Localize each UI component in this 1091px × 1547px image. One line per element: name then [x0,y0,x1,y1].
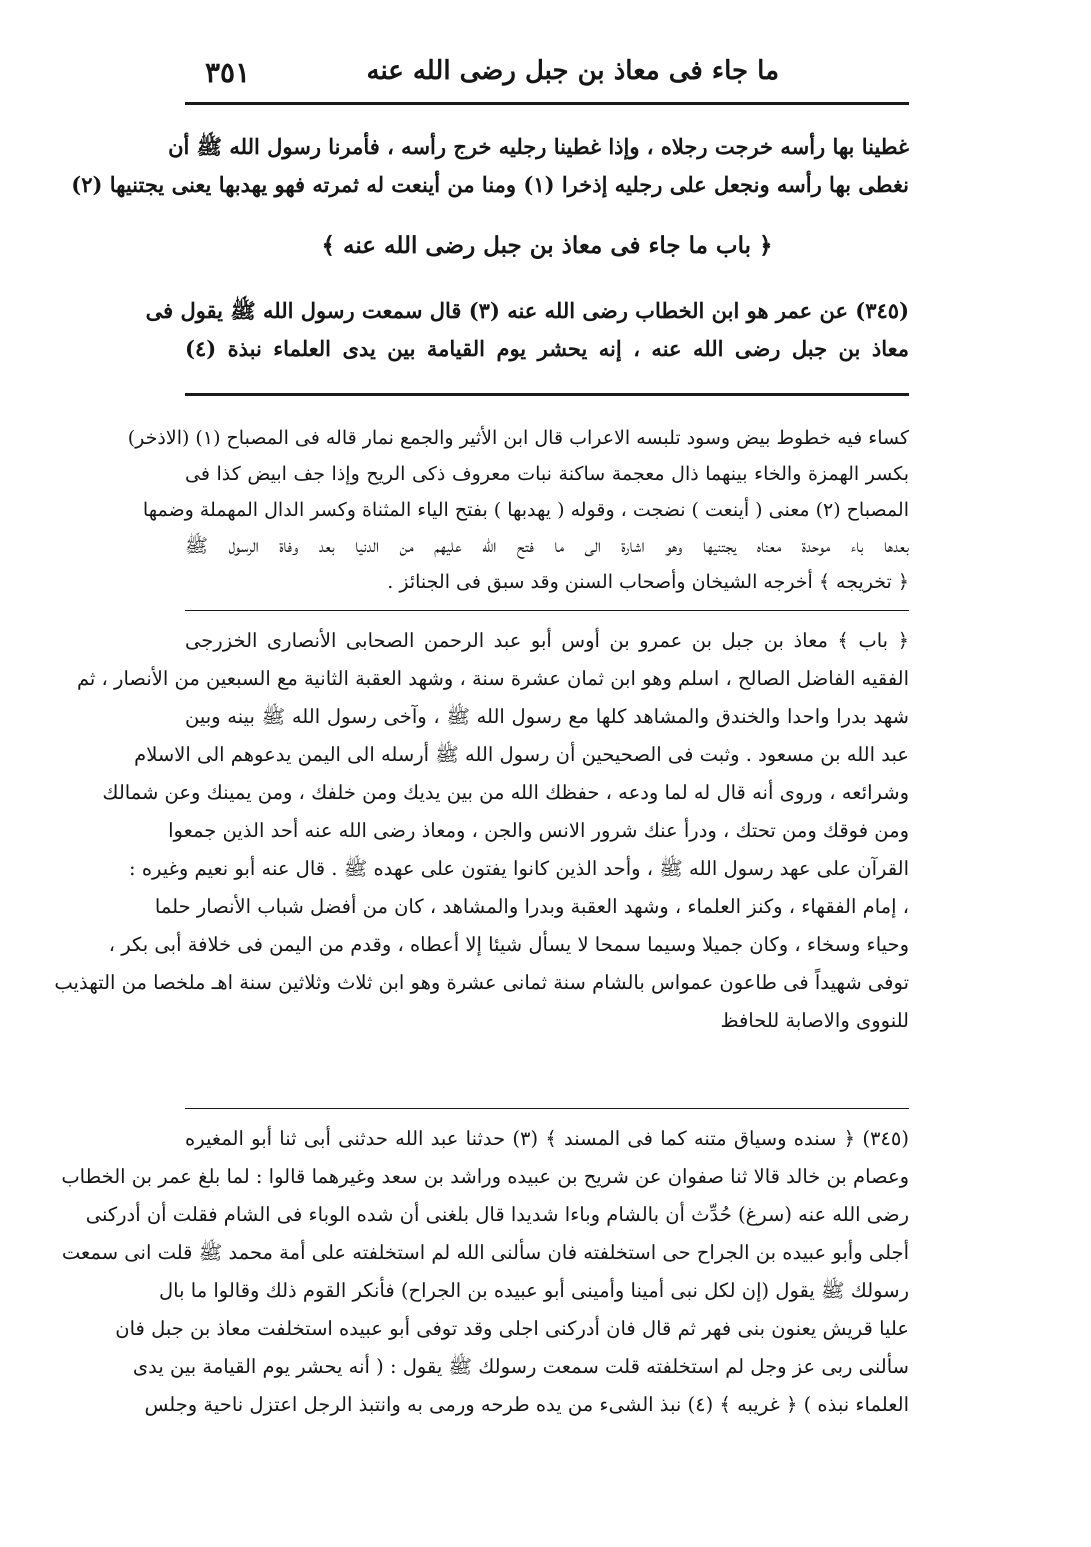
main-line: غطينا بها رأسه خرجت رجلاه ، وإذا غطينا رجليه خرج رأسه ، فأمرنا رسول الله ﷺ أن [168,134,909,159]
footnote-line: العلماء نبذه ) ﴿ غريبه ﴾ (٤) نبذ الشىء من يده طرحه ورمى به وانتبذ الرجل اعتزل ناحية وجلس [144,1393,909,1416]
footnote-line: (٣٤٥) ﴿ سنده وسياق متنه كما فى المسند ﴾ (٣) حدثنا عبد الله حدثنى أبى ثنا أبو المغيره [185,1127,909,1150]
footnote-line: ﴿ باب ﴾ معاذ بن جبل بن عمرو بن أوس أبو عبد الرحمن الصحابى الأنصارى الخزرجى [185,629,909,652]
footnote-line: ، إمام الفقهاء ، وكنز العلماء ، وشهد العقبة وبدرا والمشاهد ، كان من أفضل شباب الأنصار حلما [154,895,909,918]
footnote-line: سألنى ربى عز وجل لم استخلفته قلت سمعت رسولك ﷺ يقول : ( أنه يحشر يوم القيامة بين يدى [132,1355,909,1378]
footnote-line: رسولك ﷺ يقول (إن لكل نبى أمينا وأمينى أبو عبيده بن الجراح) فأنكر القوم ذلك وقالوا ما بال [159,1279,909,1302]
section-divider [185,610,909,611]
footnotes-definitions [127,420,909,600]
footnote-line: عليا قريش يعنون بنى فهر ثم قال فان أدركنى اجلى وقد توفى أبو عبيده استخلفت معاذ بن جبل فان [115,1317,909,1340]
footnote-line: رضى الله عنه (سرغ) حُدِّث أن بالشام وباءا شديدا قال بلغنى أن شده الوباء فى الشام فقلت أن أدركنى [85,1203,909,1226]
footnote-line: كساء فيه خطوط بيض وسود تلبسه الاعراب قال ابن الأثير والجمع نمار قاله فى المصباح (١) (الاذخر) [127,427,909,449]
footnote-line: عبد الله بن مسعود . وثبت فى الصحيحين أن رسول الله ﷺ أرسله الى اليمن يدعوهم الى الاسلام [134,743,909,766]
footnote-line: بكسر الهمزة والخاء بينهما ذال معجمة ساكنة نبات معروف ذكى الريح وإذا جف ابيض كذا فى [185,463,909,485]
footnote-line: بعدها باء موحدة معناه يجتنيها وهو اشارة الى ما فتح الله عليهم من الدنيا بعد وفاة الرسول ﷺ [185,535,909,557]
footnotes-biography [54,622,909,1040]
footnote-line: وعصام بن خالد قالا ثنا صفوان عن شريح بن عبيده وراشد بن سعد وغيرهما قالوا : لما بلغ عمر بن الخطاب [61,1165,909,1188]
running-title: ما جاء فى معاذ بن جبل رضى الله عنه [366,56,779,86]
footnotes-sanad [61,1120,909,1424]
footnote-line: شهد بدرا واحدا والخندق والمشاهد كلها مع رسول الله ﷺ ، وآخى رسول الله ﷺ بينه وبين [185,705,909,728]
footnote-line: ومن فوقك ومن تحتك ، ودرأ عنك شرور الانس والجن ، ومعاذ رضى الله عنه أحد الذين جمعوا [168,819,909,842]
footnote-line: أجلى وأبو عبيده بن الجراح حى استخلفته فان سألنى الله لم استخلفته على أمة محمد ﷺ قلت انى سمعت [61,1241,909,1264]
footnote-line: وشرائعه ، وروى أنه قال له لما ودعه ، حفظك الله من بين يديك ومن خلفك ، ومن يمينك وعن شمالك [102,781,909,804]
header-rule [185,102,909,105]
page-header [185,52,909,96]
footnote-line: توفى شهيداً فى طاعون عمواس بالشام سنة ثمانى عشرة وهو ابن ثلاث وثلاثين سنة اهـ ملخصا من التهذيب [54,971,909,994]
footnote-line: الفقيه الفاضل الصالح ، اسلم وهو ابن ثمان عشرة سنة ، وشهد العقبة الثانية مع السبعين من الأنصار ، ثم [76,667,909,690]
footnote-line: وحياء وسخاء ، وكان جميلا وسيما سمحا لا يسأل شيئا إلا أعطاه ، وقدم من اليمن فى خلافة أبى بكر ، [108,933,909,956]
footnote-line: المصباح (٢) معنى ( أينعت ) نضجت ، وقوله ( يهدبها ) بفتح الياء المثناة وكسر الدال المهملة وضمها [142,499,909,521]
hadith-line: معاذ بن جبل رضى الله عنه ، إنه يحشر يوم القيامة بين يدى العلماء نبذة (٤) [185,336,909,361]
footnote-line: القرآن على عهد رسول الله ﷺ ، وأحد الذين كانوا يفتون على عهده ﷺ . قال عنه أبو نعيم وغيره : [129,857,909,880]
main-line: نغطى بها رأسه ونجعل على رجليه إذخرا (١) ومنا من أينعت له ثمرته فهو يهدبها يعنى يجتنيها (٢) [71,172,909,197]
page-number: ٣٥١ [205,56,251,89]
main-text-top [71,128,909,204]
footnote-line: للنووى والاصابة للحافظ [720,1009,909,1032]
chapter-heading: ﴿ باب ما جاء فى معاذ بن جبل رضى الله عنه ﴾ [321,232,773,259]
hadith-line: (٣٤٥) عن عمر هو ابن الخطاب رضى الله عنه (٣) قال سمعت رسول الله ﷺ يقول فى [145,298,909,323]
hadith-text [145,292,909,368]
section-divider [185,1108,909,1109]
footnote-line: ﴿ تخريجه ﴾ أخرجه الشيخان وأصحاب السنن وقد سبق فى الجنائز . [387,571,909,593]
footnote-rule [185,393,909,396]
